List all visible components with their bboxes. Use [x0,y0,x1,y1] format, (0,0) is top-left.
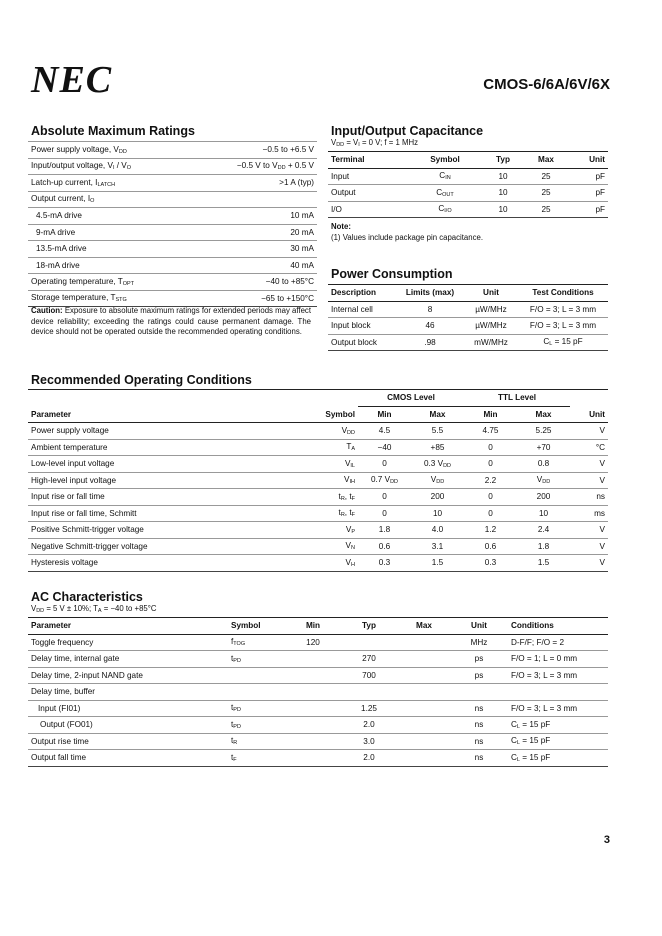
column-header: Symbol [278,406,358,423]
min-cell [286,651,340,668]
roc-group-ttl: TTL Level [464,390,570,407]
parameter-cell: 4.5-mA drive [28,208,208,225]
abs-max-row [28,224,317,241]
symbol-cell: $V_{IH}$ [278,472,358,489]
description-cell: Input block [328,318,396,335]
ttl-max-cell: 2.4 [517,522,570,539]
cmos-min-cell: 0 [358,505,411,522]
symbol-cell: $t_{PD}$ [228,651,286,668]
typ-cell: 1.25 [340,700,398,717]
caution-text: Exposure to absolute maximum ratings for extended periods may affect device reliability; exceeding the ratings could cause permanent damage. The device should not be operated outside the recommended operating conditions. [31,306,311,336]
unit-cell: ps [450,667,508,684]
rating-cell: −0.5 to +6.5 V [208,142,317,159]
column-header: Symbol [406,152,484,169]
typ-cell: 10 [484,168,522,185]
rating-cell: 10 mA [208,208,317,225]
unit-cell: ns [450,750,508,767]
ttl-min-cell: 4.75 [464,423,517,440]
typ-cell: 2.0 [340,750,398,767]
parameter-cell: Delay time, internal gate [28,651,228,668]
cmos-min-cell: 0 [358,489,411,506]
conditions-cell: $C_L = 15$ pF [508,750,608,767]
symbol-cell: $V_H$ [278,555,358,572]
ttl-min-cell: 1.2 [464,522,517,539]
abs-max-row [28,241,317,258]
max-cell [398,651,450,668]
unit-cell: µW/MHz [464,318,518,335]
abs-max-row [28,191,317,208]
symbol-cell: $f_{TOG}$ [228,634,286,651]
unit-cell: ns [450,717,508,734]
parameter-cell: Output current, $I_O$ [28,191,208,208]
unit-cell: ms [570,505,608,522]
column-header: Test Conditions [518,285,608,302]
conditions-cell: D-F/F; F/O = 2 [508,634,608,651]
symbol-cell: $t_R$, $t_F$ [278,505,358,522]
max-cell: 25 [522,168,570,185]
parameter-cell: Delay time, buffer [28,684,228,701]
ttl-max-cell: 1.5 [517,555,570,572]
cmos-min-cell: 4.5 [358,423,411,440]
column-header: Parameter [28,406,278,423]
power-row [328,301,608,318]
limit-cell: 8 [396,301,464,318]
unit-cell: ns [450,700,508,717]
conditions-cell: $C_L = 15$ pF [518,334,608,351]
ac-row [28,717,608,734]
parameter-cell: Negative Schmitt-trigger voltage [28,538,278,555]
conditions-cell [508,684,608,701]
abs-max-row [28,290,317,307]
cmos-min-cell: −40 [358,439,411,456]
conditions-cell: F/O = 3; L = 3 mm [508,667,608,684]
ac-row [28,684,608,701]
cmos-max-cell: 5.5 [411,423,464,440]
parameter-cell: 9-mA drive [28,224,208,241]
column-header: Limits (max) [396,285,464,302]
parameter-cell: Input rise or fall time [28,489,278,506]
parameter-cell: Output fall time [28,750,228,767]
rating-cell: −65 to +150°C [208,290,317,307]
unit-cell: MHz [450,634,508,651]
symbol-cell: $t_F$ [228,750,286,767]
unit-cell: pF [570,185,608,202]
column-header: Conditions [508,618,608,635]
typ-cell: 270 [340,651,398,668]
min-cell [286,717,340,734]
unit-cell: pF [570,201,608,218]
symbol-cell: $V_P$ [278,522,358,539]
ttl-min-cell: 0 [464,489,517,506]
column-header: Min [358,406,411,423]
rating-cell: >1 A (typ) [208,175,317,192]
column-header: Max [398,618,450,635]
max-cell [398,733,450,750]
parameter-cell: Output (FO01) [28,717,228,734]
roc-table [28,389,608,572]
unit-cell: ps [450,651,508,668]
abs-max-table [28,141,317,307]
abs-max-title: Absolute Maximum Ratings [31,124,195,138]
abs-max-row [28,208,317,225]
max-cell [398,667,450,684]
terminal-cell: I/O [328,201,406,218]
min-cell: 120 [286,634,340,651]
abs-max-row [28,274,317,291]
roc-row [28,555,608,572]
column-header: Max [517,406,570,423]
unit-cell: ns [570,489,608,506]
typ-cell: 2.0 [340,717,398,734]
parameter-cell: Low-level input voltage [28,456,278,473]
parameter-cell: Input rise or fall time, Schmitt [28,505,278,522]
parameter-cell: Output rise time [28,733,228,750]
parameter-cell: Latch-up current, $I_{LATCH}$ [28,175,208,192]
abs-max-row [28,257,317,274]
ttl-min-cell: 0 [464,456,517,473]
unit-cell: V [570,538,608,555]
roc-row [28,439,608,456]
column-header: Max [522,152,570,169]
ttl-max-cell: 5.25 [517,423,570,440]
io-cap-row [328,201,608,218]
symbol-cell: $t_{PD}$ [228,717,286,734]
cmos-max-cell: +85 [411,439,464,456]
roc-row [28,489,608,506]
unit-cell [450,684,508,701]
cmos-min-cell: 0.6 [358,538,411,555]
cmos-max-cell: 4.0 [411,522,464,539]
description-cell: Output block [328,334,396,351]
ac-row [28,733,608,750]
column-header: Unit [464,285,518,302]
ac-table [28,617,608,767]
column-header: Typ [340,618,398,635]
terminal-cell: Output [328,185,406,202]
ttl-max-cell: $V_{DD}$ [517,472,570,489]
power-table [328,284,608,351]
ac-row [28,750,608,767]
cmos-max-cell: 0.3 $V_{DD}$ [411,456,464,473]
conditions-cell: F/O = 1; L = 0 mm [508,651,608,668]
unit-cell: °C [570,439,608,456]
symbol-cell: $t_R$, $t_F$ [278,489,358,506]
rating-cell: −40 to +85°C [208,274,317,291]
cmos-max-cell: 1.5 [411,555,464,572]
typ-cell: 10 [484,201,522,218]
parameter-cell: Delay time, 2-input NAND gate [28,667,228,684]
unit-cell: V [570,522,608,539]
parameter-cell: Positive Schmitt-trigger voltage [28,522,278,539]
unit-cell: V [570,472,608,489]
symbol-cell: $C_{IN}$ [406,168,484,185]
parameter-cell: Operating temperature, $T_{OPT}$ [28,274,208,291]
column-header: Symbol [228,618,286,635]
max-cell [398,684,450,701]
cmos-min-cell: 0.7 $V_{DD}$ [358,472,411,489]
column-header: Unit [450,618,508,635]
symbol-cell: $V_{DD}$ [278,423,358,440]
parameter-cell: Input/output voltage, $V_I / V_O$ [28,158,208,175]
abs-max-row [28,158,317,175]
typ-cell: 700 [340,667,398,684]
abs-max-row [28,175,317,192]
ttl-max-cell: 0.8 [517,456,570,473]
power-title: Power Consumption [331,267,453,281]
conditions-cell: $C_L = 15$ pF [508,717,608,734]
io-cap-row [328,185,608,202]
ttl-min-cell: 0 [464,439,517,456]
ttl-min-cell: 0.6 [464,538,517,555]
nec-logo: NEC [31,59,113,101]
parameter-cell: Power supply voltage [28,423,278,440]
roc-group-cmos: CMOS Level [358,390,464,407]
roc-row [28,472,608,489]
caution-label: Caution: [31,306,63,315]
ac-row [28,634,608,651]
column-header: Unit [570,406,608,423]
limit-cell: .98 [396,334,464,351]
column-header: Terminal [328,152,406,169]
symbol-cell: $C_{I/O}$ [406,201,484,218]
conditions-cell: $C_L = 15$ pF [508,733,608,750]
max-cell: 25 [522,201,570,218]
min-cell [286,733,340,750]
unit-cell: pF [570,168,608,185]
cmos-min-cell: 1.8 [358,522,411,539]
column-header: Min [464,406,517,423]
ac-conditions: $V_{DD} = 5$ V ± 10%; $T_A = -40$ to +85°C [31,604,157,614]
rating-cell [208,191,317,208]
limit-cell: 46 [396,318,464,335]
max-cell: 25 [522,185,570,202]
conditions-cell: F/O = 3; L = 3 mm [508,700,608,717]
symbol-cell: $C_{OUT}$ [406,185,484,202]
rating-cell: 30 mA [208,241,317,258]
rating-cell: 40 mA [208,257,317,274]
power-row [328,318,608,335]
parameter-cell: 18-mA drive [28,257,208,274]
rating-cell: 20 mA [208,224,317,241]
parameter-cell: Storage temperature, $T_{STG}$ [28,290,208,307]
ac-row [28,700,608,717]
ttl-max-cell: +70 [517,439,570,456]
unit-cell: µW/MHz [464,301,518,318]
ttl-min-cell: 0.3 [464,555,517,572]
ttl-min-cell: 2.2 [464,472,517,489]
symbol-cell [228,667,286,684]
io-cap-row [328,168,608,185]
column-header: Max [411,406,464,423]
min-cell [286,750,340,767]
caution-note [31,306,311,338]
roc-title: Recommended Operating Conditions [31,373,252,387]
roc-row [28,522,608,539]
cmos-max-cell: 3.1 [411,538,464,555]
symbol-cell: $V_{IL}$ [278,456,358,473]
page-number: 3 [603,834,610,846]
unit-cell: V [570,456,608,473]
parameter-cell: High-level input voltage [28,472,278,489]
ttl-max-cell: 10 [517,505,570,522]
note-text: (1) Values include package pin capacitance. [331,232,483,242]
typ-cell: 10 [484,185,522,202]
cmos-min-cell: 0 [358,456,411,473]
ac-row [28,667,608,684]
parameter-cell: Toggle frequency [28,634,228,651]
ac-row [28,651,608,668]
ttl-min-cell: 0 [464,505,517,522]
max-cell [398,634,450,651]
symbol-cell [228,684,286,701]
column-header: Unit [570,152,608,169]
symbol-cell: $V_N$ [278,538,358,555]
min-cell [286,684,340,701]
cmos-max-cell: 10 [411,505,464,522]
max-cell [398,700,450,717]
description-cell: Internal cell [328,301,396,318]
roc-row [28,456,608,473]
symbol-cell: $T_A$ [278,439,358,456]
min-cell [286,700,340,717]
symbol-cell: $t_{PD}$ [228,700,286,717]
typ-cell [340,684,398,701]
io-cap-note [331,222,483,243]
parameter-cell: Power supply voltage, $V_{DD}$ [28,142,208,159]
typ-cell [340,634,398,651]
unit-cell: mW/MHz [464,334,518,351]
unit-cell: V [570,555,608,572]
io-cap-title: Input/Output Capacitance [331,124,484,138]
typ-cell: 3.0 [340,733,398,750]
symbol-cell: $t_R$ [228,733,286,750]
document-title: CMOS-6/6A/6V/6X [483,76,610,93]
roc-row [28,538,608,555]
roc-row [28,505,608,522]
column-header: Description [328,285,396,302]
ttl-max-cell: 200 [517,489,570,506]
ttl-max-cell: 1.8 [517,538,570,555]
column-header: Parameter [28,618,228,635]
parameter-cell: Ambient temperature [28,439,278,456]
column-header: Typ [484,152,522,169]
max-cell [398,750,450,767]
conditions-cell: F/O = 3; L = 3 mm [518,318,608,335]
cmos-min-cell: 0.3 [358,555,411,572]
cmos-max-cell: $V_{DD}$ [411,472,464,489]
io-cap-table [328,151,608,218]
unit-cell: V [570,423,608,440]
power-row [328,334,608,351]
note-label: Note: [331,222,351,231]
terminal-cell: Input [328,168,406,185]
column-header: Min [286,618,340,635]
parameter-cell: Hysteresis voltage [28,555,278,572]
parameter-cell: 13.5-mA drive [28,241,208,258]
conditions-cell: F/O = 3; L = 3 mm [518,301,608,318]
unit-cell: ns [450,733,508,750]
rating-cell: −0.5 V to $V_{DD} + 0.5$ V [208,158,317,175]
cmos-max-cell: 200 [411,489,464,506]
abs-max-row [28,142,317,159]
ac-title: AC Characteristics [31,590,143,604]
min-cell [286,667,340,684]
parameter-cell: Input (FI01) [28,700,228,717]
io-cap-conditions: $V_{DD} = V_I = 0$ V; f = 1 MHz [331,138,418,148]
max-cell [398,717,450,734]
roc-row [28,423,608,440]
